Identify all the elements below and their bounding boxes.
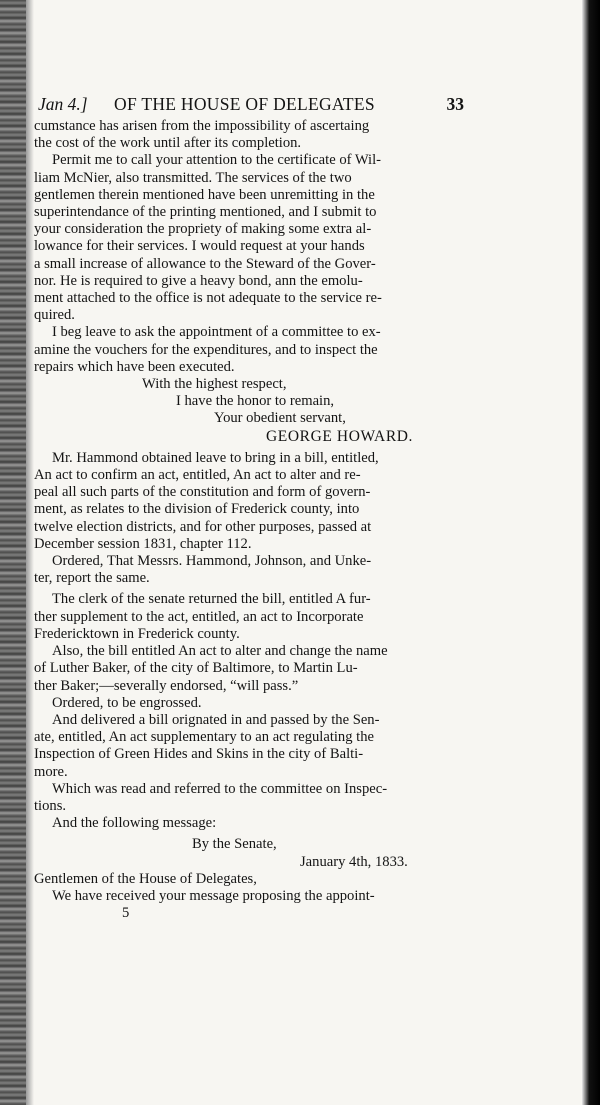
text-line: the cost of the work until after its completion. <box>34 135 302 152</box>
text-line: more. <box>34 763 68 780</box>
message-date: January 4th, 1833. <box>300 853 408 870</box>
page-number: 33 <box>446 94 464 114</box>
paragraph-start: Which was read and referred to the committee on Inspec- <box>52 780 388 797</box>
paragraph-start: We have received your message proposing the appoint- <box>52 887 375 904</box>
text-line: December session 1831, chapter 112. <box>34 535 252 552</box>
book-page <box>34 90 464 922</box>
paragraph-start: Ordered, That Messrs. Hammond, Johnson, and Unke- <box>52 553 372 570</box>
text-line: liam McNier, also transmitted. The services of the two <box>34 169 352 186</box>
text-line: quired. <box>34 307 75 324</box>
text-line: tions. <box>34 797 67 814</box>
closing-line: With the highest respect, <box>142 376 287 393</box>
page-body <box>34 118 464 922</box>
text-line: twelve election districts, and for other purposes, passed at <box>34 518 372 535</box>
paragraph-start: I beg leave to ask the appointment of a committee to ex- <box>52 324 381 341</box>
header-title: OF THE HOUSE OF DELEGATES <box>114 94 375 114</box>
signature-name: GEORGE HOWARD. <box>266 427 414 445</box>
text-line: ment attached to the office is not adequate to the service re- <box>34 290 382 307</box>
paragraph-start: Ordered, to be engrossed. <box>52 694 202 711</box>
running-header <box>34 90 464 118</box>
text-line: ther Baker;—severally endorsed, “will pass.” <box>34 677 299 694</box>
binding-edge-left <box>0 0 26 1105</box>
text-line: ate, entitled, An act supplementary to an act regulating the <box>34 729 374 746</box>
text-line: cumstance has arisen from the impossibility of ascertaing <box>34 118 370 134</box>
closing-line: Your obedient servant, <box>214 410 346 427</box>
closing-line: I have the honor to remain, <box>176 393 335 410</box>
text-line: An act to confirm an act, entitled, An act to alter and re- <box>34 467 361 484</box>
text-line: Fredericktown in Frederick county. <box>34 625 240 642</box>
paragraph-start: And the following message: <box>52 815 217 832</box>
text-line: nor. He is required to give a heavy bond, ann the emolu- <box>34 272 363 289</box>
paragraph-start: And delivered a bill orignated in and passed by the Sen- <box>52 711 380 728</box>
signature-mark: 5 <box>122 905 130 922</box>
message-salutation: By the Senate, <box>192 836 277 853</box>
text-line: peal all such parts of the constitution and form of govern- <box>34 484 371 501</box>
message-addressee: Gentlemen of the House of Delegates, <box>34 870 257 887</box>
text-line: repairs which have been executed. <box>34 358 235 375</box>
text-line: your consideration the propriety of making some extra al- <box>34 221 372 238</box>
text-line: amine the vouchers for the expenditures, and to inspect the <box>34 341 378 358</box>
text-line: Inspection of Green Hides and Skins in the city of Balti- <box>34 746 364 763</box>
text-line: superintendance of the printing mentioned, and I submit to <box>34 204 377 221</box>
paragraph-start: Permit me to call your attention to the certificate of Wil- <box>52 152 382 169</box>
text-line: a small increase of allowance to the Steward of the Gover- <box>34 255 376 272</box>
paragraph-start: Also, the bill entitled An act to alter and change the name <box>52 643 388 660</box>
text-line: ther supplement to the act, entitled, an act to Incorporate <box>34 608 364 625</box>
paragraph-start: Mr. Hammond obtained leave to bring in a bill, entitled, <box>52 449 379 466</box>
page-edge-right <box>582 0 600 1105</box>
header-date: Jan 4.] <box>38 94 88 114</box>
binding-shadow <box>26 0 34 1105</box>
text-line: gentlemen therein mentioned have been unremitting in the <box>34 186 375 203</box>
text-line: ter, report the same. <box>34 570 150 587</box>
text-line: lowance for their services. I would request at your hands <box>34 238 365 255</box>
text-line: of Luther Baker, of the city of Baltimore, to Martin Lu- <box>34 660 358 677</box>
paragraph-start: The clerk of the senate returned the bill, entitled A fur- <box>52 591 371 608</box>
text-line: ment, as relates to the division of Frederick county, into <box>34 501 360 518</box>
